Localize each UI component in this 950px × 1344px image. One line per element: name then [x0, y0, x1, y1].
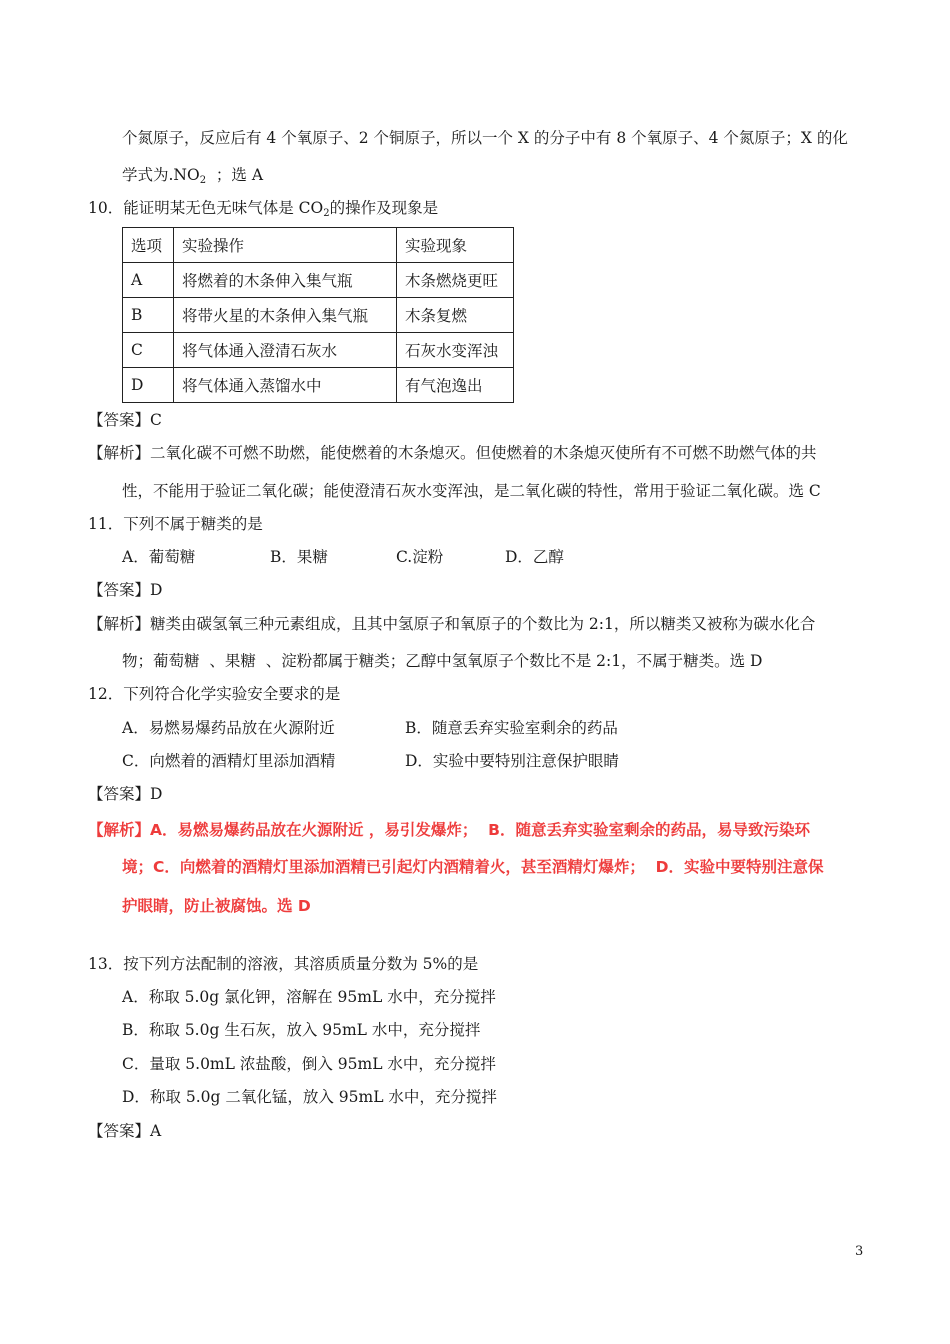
q11-option-a: A．葡萄糖	[122, 548, 196, 566]
table-cell: A	[123, 263, 174, 298]
intro-formula-sub: 2	[199, 175, 207, 186]
intro-formula-pre: 学式为.NO	[122, 166, 200, 184]
table-header-cell: 实验操作	[174, 228, 397, 263]
table-cell: 将燃着的木条伸入集气瓶	[174, 263, 397, 298]
table-cell: 将气体通入澄清石灰水	[174, 333, 397, 368]
q10-stem-sub: 2	[323, 208, 330, 219]
q10-analysis-line-2: 性，不能用于验证二氧化碳；能使澄清石灰水变浑浊，是二氧化碳的特性，常用于验证二氧化碳。选 C	[122, 482, 821, 500]
intro-line-2	[122, 165, 263, 191]
q11-option-c: C.淀粉	[396, 548, 444, 566]
q10-analysis-line-1: 【解析】二氧化碳不可燃不助燃，能使燃着的木条熄灭。但使燃着的木条熄灭使所有不可燃不助燃气体的共	[88, 444, 817, 462]
q12-analysis-line-3: 护眼睛，防止被腐蚀。选 D	[122, 897, 311, 915]
q13-option-d: D．称取 5.0g 二氧化锰，放入 95mL 水中，充分搅拌	[122, 1088, 497, 1106]
table-header-row	[123, 228, 514, 263]
table-cell: 有气泡逸出	[397, 368, 514, 403]
table-cell: C	[123, 333, 174, 368]
table-cell: B	[123, 298, 174, 333]
table-cell: 木条复燃	[397, 298, 514, 333]
table-cell: 将气体通入蒸馏水中	[174, 368, 397, 403]
q13-option-a: A．称取 5.0g 氯化钾，溶解在 95mL 水中，充分搅拌	[122, 988, 496, 1006]
table-row	[123, 333, 514, 368]
q11-stem: 11．下列不属于糖类的是	[88, 515, 263, 533]
q10-stem	[88, 198, 438, 224]
table-row	[123, 298, 514, 333]
table-cell: D	[123, 368, 174, 403]
table-header-cell: 实验现象	[397, 228, 514, 263]
table-cell: 石灰水变浑浊	[397, 333, 514, 368]
q13-option-b: B．称取 5.0g 生石灰，放入 95mL 水中，充分搅拌	[122, 1021, 481, 1039]
page-number: 3	[855, 1244, 864, 1259]
q10-answer: 【答案】C	[88, 411, 162, 429]
intro-line-1: 个氮原子，反应后有 4 个氧原子、2 个铜原子，所以一个 X 的分子中有 8 个氧原子、4 个氮原子；X 的化	[122, 129, 848, 147]
q12-option-a: A．易燃易爆药品放在火源附近	[122, 719, 335, 737]
q11-option-d: D．乙醇	[505, 548, 564, 566]
table-row	[123, 263, 514, 298]
intro-formula-post: ；选 A	[206, 166, 264, 184]
table-row	[123, 368, 514, 403]
q11-option-b: B．果糖	[270, 548, 328, 566]
q11-analysis-line-2: 物；葡萄糖 、果糖 、淀粉都属于糖类；乙醇中氢氧原子个数比不是 2:1，不属于糖类。选 D	[122, 652, 763, 670]
q10-stem-post: 的操作及现象是	[329, 199, 439, 217]
q11-answer: 【答案】D	[88, 581, 163, 599]
q13-option-c: C．量取 5.0mL 浓盐酸，倒入 95mL 水中，充分搅拌	[122, 1055, 496, 1073]
q12-analysis-line-2: 境；C．向燃着的酒精灯里添加酒精已引起灯内酒精着火，甚至酒精灯爆炸； D．实验中要特别注意保	[122, 858, 824, 876]
q10-stem-pre: 10．能证明某无色无味气体是 CO	[88, 199, 324, 217]
table-cell: 将带火星的木条伸入集气瓶	[174, 298, 397, 333]
q10-options-table	[122, 227, 514, 403]
q12-analysis-line-1: 【解析】A．易燃易爆药品放在火源附近 ，易引发爆炸； B．随意丢弃实验室剩余的药品，易导致污染环	[88, 821, 811, 839]
q13-stem: 13．按下列方法配制的溶液，其溶质质量分数为 5%的是	[88, 955, 479, 973]
q11-analysis-line-1: 【解析】糖类由碳氢氧三种元素组成，且其中氢原子和氧原子的个数比为 2:1，所以糖类又被称为碳水化合	[88, 615, 816, 633]
q12-stem: 12．下列符合化学实验安全要求的是	[88, 685, 341, 703]
q12-option-c: C．向燃着的酒精灯里添加酒精	[122, 752, 336, 770]
q13-answer: 【答案】A	[88, 1122, 162, 1140]
q12-option-b: B．随意丢弃实验室剩余的药品	[405, 719, 618, 737]
table-header-cell: 选项	[123, 228, 174, 263]
q12-option-d: D．实验中要特别注意保护眼睛	[405, 752, 619, 770]
table-cell: 木条燃烧更旺	[397, 263, 514, 298]
q12-answer: 【答案】D	[88, 785, 163, 803]
